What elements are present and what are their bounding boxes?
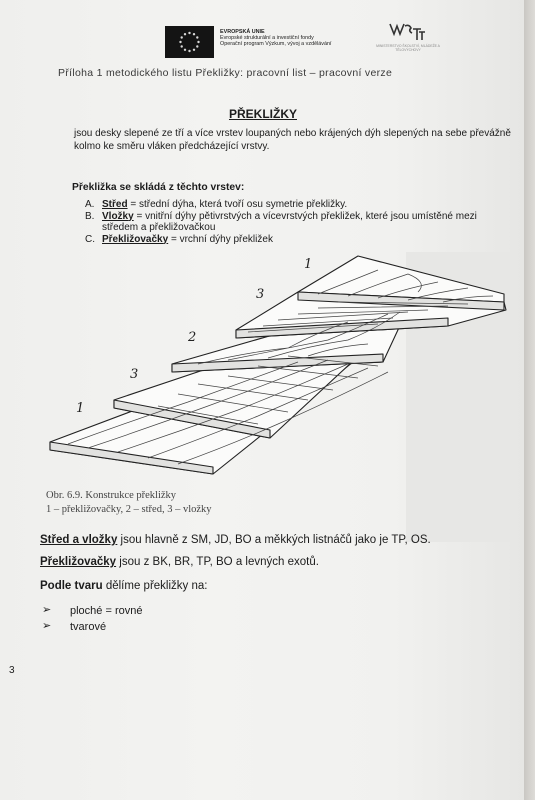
list-item-text: ploché = rovné xyxy=(70,605,143,617)
eu-text-block xyxy=(220,29,331,48)
shape-list xyxy=(42,603,142,635)
figure-label: 3 xyxy=(130,367,139,382)
arrow-bullet-icon: ➢ xyxy=(42,604,52,616)
list-marker: B. xyxy=(85,210,95,222)
paragraph-term: Střed a vložky xyxy=(40,534,118,546)
list-item xyxy=(42,603,142,619)
eu-text-line: Operační program Výzkum, vývoj a vzdělávání xyxy=(220,41,332,48)
caption-line: Obr. 6.9. Konstrukce překližky xyxy=(46,490,177,501)
layer-description: = vrchní dýhy překližek xyxy=(168,233,273,245)
msmt-caption: MINISTERSTVO ŠKOLSTVÍ, MLÁDEŽE A TĚLOVÝCHOVY xyxy=(376,44,440,52)
paragraph-text: jsou hlavně z SM, JD, BO a měkkých listnáčů jako je TP, OS. xyxy=(117,534,431,546)
layer-term: Střed xyxy=(102,199,128,210)
layer-item-stred xyxy=(85,199,505,211)
figure-label: 1 xyxy=(76,401,85,416)
figure-label: 1 xyxy=(304,257,313,272)
list-marker: A. xyxy=(85,199,95,210)
page-number: 3 xyxy=(9,665,15,676)
paragraph-text: dělíme překližky na: xyxy=(102,580,208,592)
layer-item-preklizovacky xyxy=(85,234,505,246)
eu-text-line: Evropské strukturální a investiční fondy xyxy=(220,35,314,42)
layer-description: = vnitřní dýhy pětivrstvých a vícevrstvých překližek, které jsou umístěné mezi středem a překližovačkou xyxy=(102,210,477,233)
paragraph-shape xyxy=(40,580,207,592)
paragraph-text: jsou z BK, BR, TP, BO a levných exotů. xyxy=(116,556,319,568)
layers-heading: Překližka se skládá z těchto vrstev: xyxy=(72,182,245,193)
page-title xyxy=(0,107,526,121)
paragraph-preklizovacky xyxy=(40,556,319,568)
caption-line: 1 – překližovačky, 2 – střed, 3 – vložky xyxy=(46,504,212,515)
layer-list xyxy=(85,199,505,245)
figure-caption xyxy=(46,489,212,517)
layer-description: = střední dýha, která tvoří osu symetrie překližky. xyxy=(127,199,348,210)
paragraph-stred-vlozky xyxy=(40,534,431,546)
layer-item-vlozky xyxy=(85,211,505,234)
eu-flag-logo xyxy=(165,26,214,58)
figure-label: 3 xyxy=(256,287,265,302)
paragraph-bold: Podle tvaru xyxy=(40,580,103,592)
layer-term: Vložky xyxy=(102,210,134,222)
title-text: PŘEKLIŽKY xyxy=(228,107,297,121)
list-marker: C. xyxy=(85,233,95,245)
paragraph-term: Překližovačky xyxy=(40,556,117,568)
eu-text-line: EVROPSKÁ UNIE xyxy=(220,29,265,35)
intro-paragraph: jsou desky slepené ze tří a více vrstev loupaných nebo krájených dýh slepených na sebe převážně kolmo ke směru vláken předcházející vrstvy. xyxy=(74,128,511,152)
figure-label: 2 xyxy=(188,330,197,345)
arrow-bullet-icon: ➢ xyxy=(42,620,52,632)
list-item-text: tvarové xyxy=(70,621,107,633)
list-item xyxy=(42,619,142,635)
layer-term: Překližovačky xyxy=(102,233,169,245)
page-subtitle: Příloha 1 metodického listu Překližky: pracovní list – pracovní verze xyxy=(58,67,393,79)
